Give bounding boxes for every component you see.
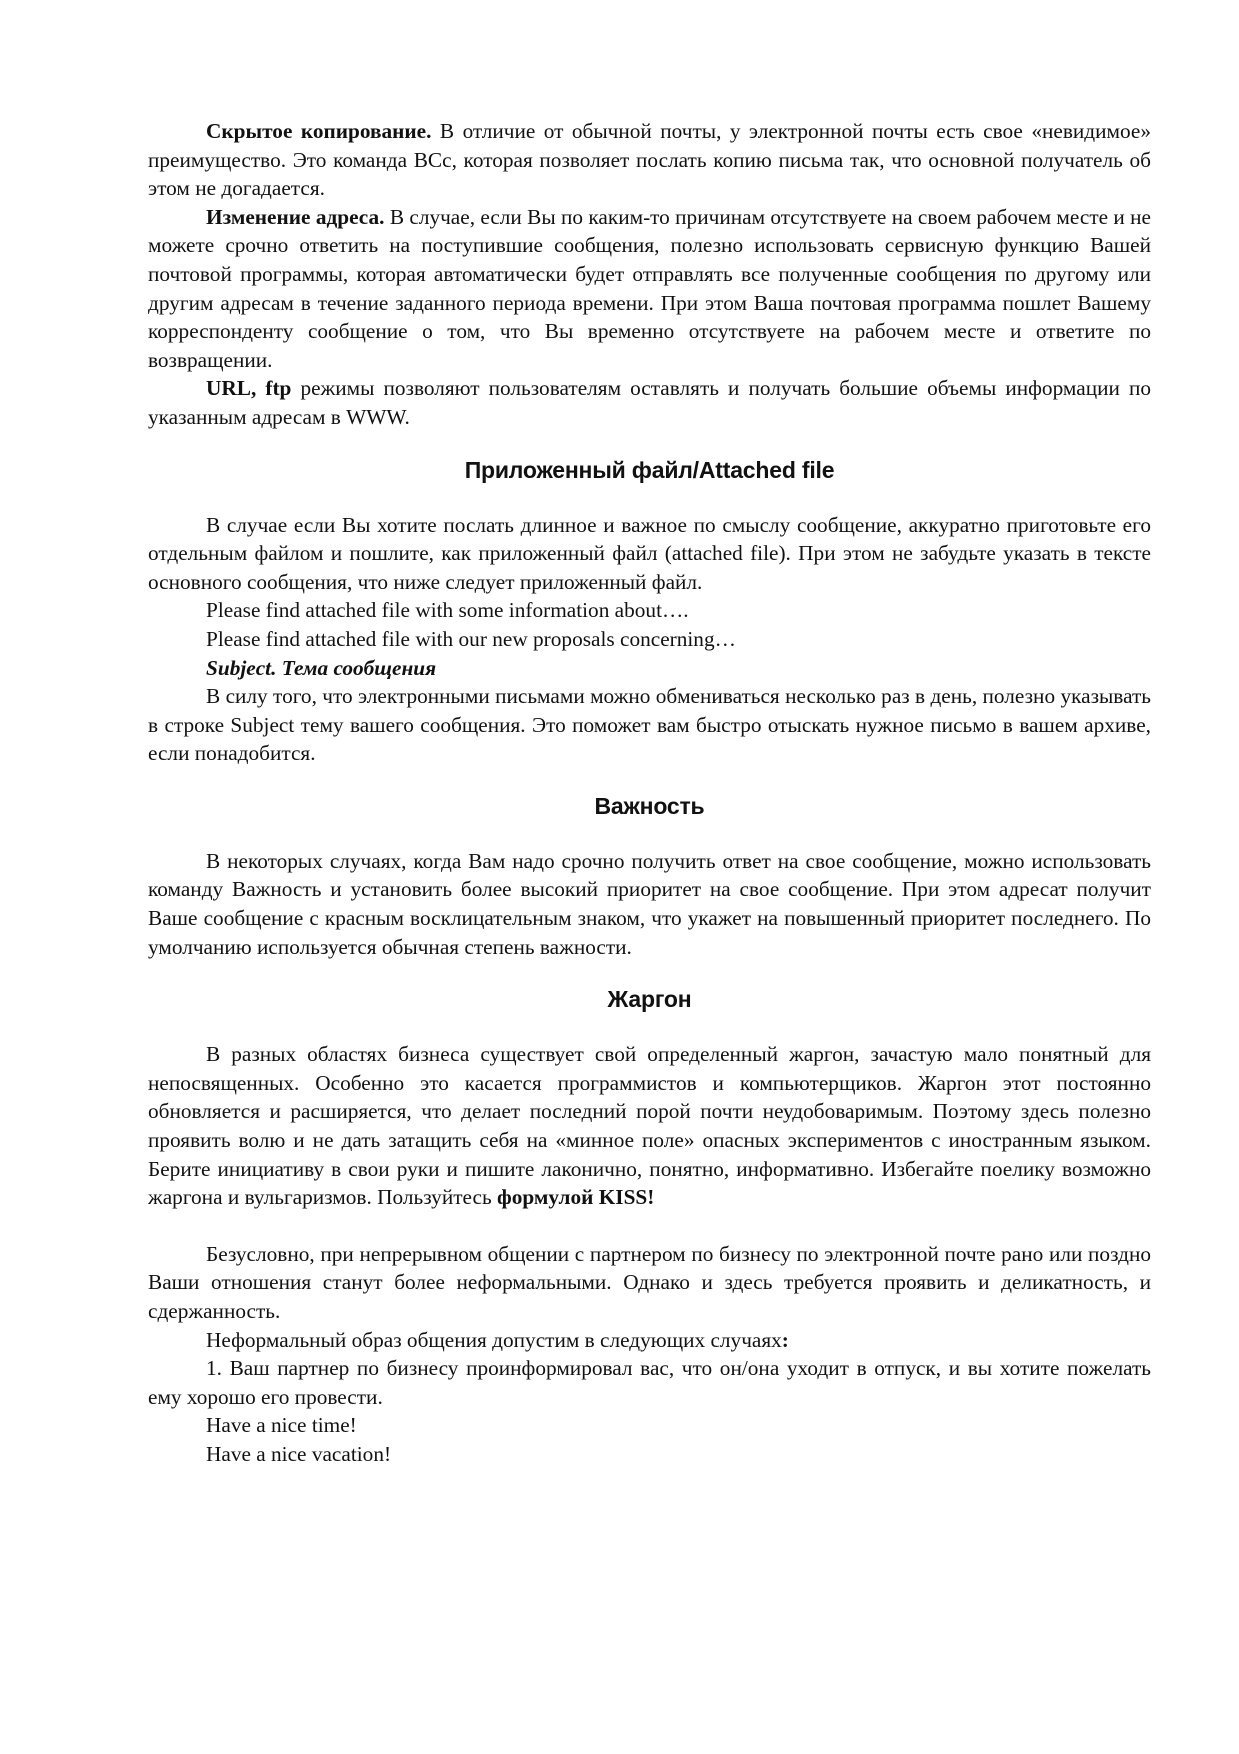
heading-jargon: Жаргон xyxy=(607,986,692,1013)
text-url-ftp: режимы позволяют пользователям оставлять и получать большие объемы информации по указанным адресам в WWW. xyxy=(148,376,1151,429)
heading-importance: Важность xyxy=(594,792,705,819)
informal-intro xyxy=(148,1326,1151,1355)
informal-intro-colon: : xyxy=(781,1327,789,1352)
paragraph-subject: В силу того, что электронными письмами можно обмениваться несколько раз в день, полезно указывать в строке Subject тему вашего сообщения. Это поможет вам быстро отыскать нужное письмо в вашем архиве, если понадобится. xyxy=(148,684,1151,766)
paragraph-bcc xyxy=(148,117,1151,203)
text-address-change: В случае, если Вы по каким-то причинам отсутствуете на своем рабочем месте и не можете срочно ответить на поступившие сообщения, полезно использовать сервисную функцию Вашей почтовой программы, которая автоматически будет отправлять все полученные сообщения по другому или другим адресам в течение заданного периода времени. При этом Ваша почтовая программа пошлет Вашему корреспонденту сообщение о том, что Вы временно отсутствуете на рабочем месте и ответите по возвращении. xyxy=(148,204,1151,372)
text-jargon: В разных областях бизнеса существует свой определенный жаргон, зачастую мало понятный для непосвященных. Особенно это касается программистов и компьютерщиков. Жаргон этот постоянно обновляется и расширяется, что делает последний порой почти неудобоваримым. Поэтому здесь полезно проявить волю и не дать затащить себя на «минное поле» опасных экспериментов с иностранным языком. Берите инициативу в свои руки и пишите лаконично, понятно, информативно. Избегайте поелику возможно жаргона и вульгаризмов. Пользуйтесь xyxy=(148,1042,1151,1210)
example-phrase: Have a nice vacation! xyxy=(206,1441,392,1466)
informal-intro-text: Неформальный образ общения допустим в следующих случаях xyxy=(206,1327,782,1352)
example-phrase: Please find attached file with some information about…. xyxy=(206,598,689,623)
text-bcc: В отличие от обычной почты, у электронной почты есть свое «невидимое» преимущество. Это команда BCc, которая позволяет послать копию письма так, что основной получатель об этом не догадается. xyxy=(148,119,1151,201)
paragraph-attached-file: В случае если Вы хотите послать длинное и важное по смыслу сообщение, аккуратно приготовьте его отдельным файлом и пошлите, как приложенный файл (attached file). При этом не забудьте указать в тексте основного сообщения, что ниже следует приложенный файл. xyxy=(148,512,1151,594)
paragraph-importance: В некоторых случаях, когда Вам надо срочно получить ответ на свое сообщение, можно использовать команду Важность и установить более высокий приоритет на свое сообщение. При этом адресат получит Ваше сообщение с красным восклицательным знаком, что укажет на повышенный приоритет последнего. По умолчанию используется обычная степень важности. xyxy=(148,848,1151,959)
document-page xyxy=(148,117,1151,1469)
paragraph-informal: Безусловно, при непрерывном общении с партнером по бизнесу по электронной почте рано или поздно Ваши отношения станут более неформальными. Однако и здесь требуется проявить и деликатность, и сдержанность. xyxy=(148,1241,1151,1323)
term-url-ftp: URL, ftp xyxy=(206,376,292,401)
heading-attached-file: Приложенный файл/Attached file xyxy=(464,456,835,483)
example-phrase: Have a nice time! xyxy=(206,1413,357,1438)
term-address-change: Изменение адреса. xyxy=(206,204,385,229)
subheading-subject: Subject. Тема сообщения xyxy=(206,655,437,680)
term-bcc: Скрытое копирование. xyxy=(206,119,432,143)
list-item-case-1: 1. Ваш партнер по бизнесу проинформировал вас, что он/она уходит в отпуск, и вы хотите пожелать ему хорошо его провести. xyxy=(148,1356,1151,1409)
paragraph-jargon xyxy=(148,1040,1151,1212)
paragraph-url-ftp xyxy=(148,374,1151,431)
example-phrase: Please find attached file with our new proposals concerning… xyxy=(206,626,736,651)
paragraph-address-change xyxy=(148,203,1151,375)
kiss-emphasis: формулой KISS! xyxy=(497,1185,655,1210)
